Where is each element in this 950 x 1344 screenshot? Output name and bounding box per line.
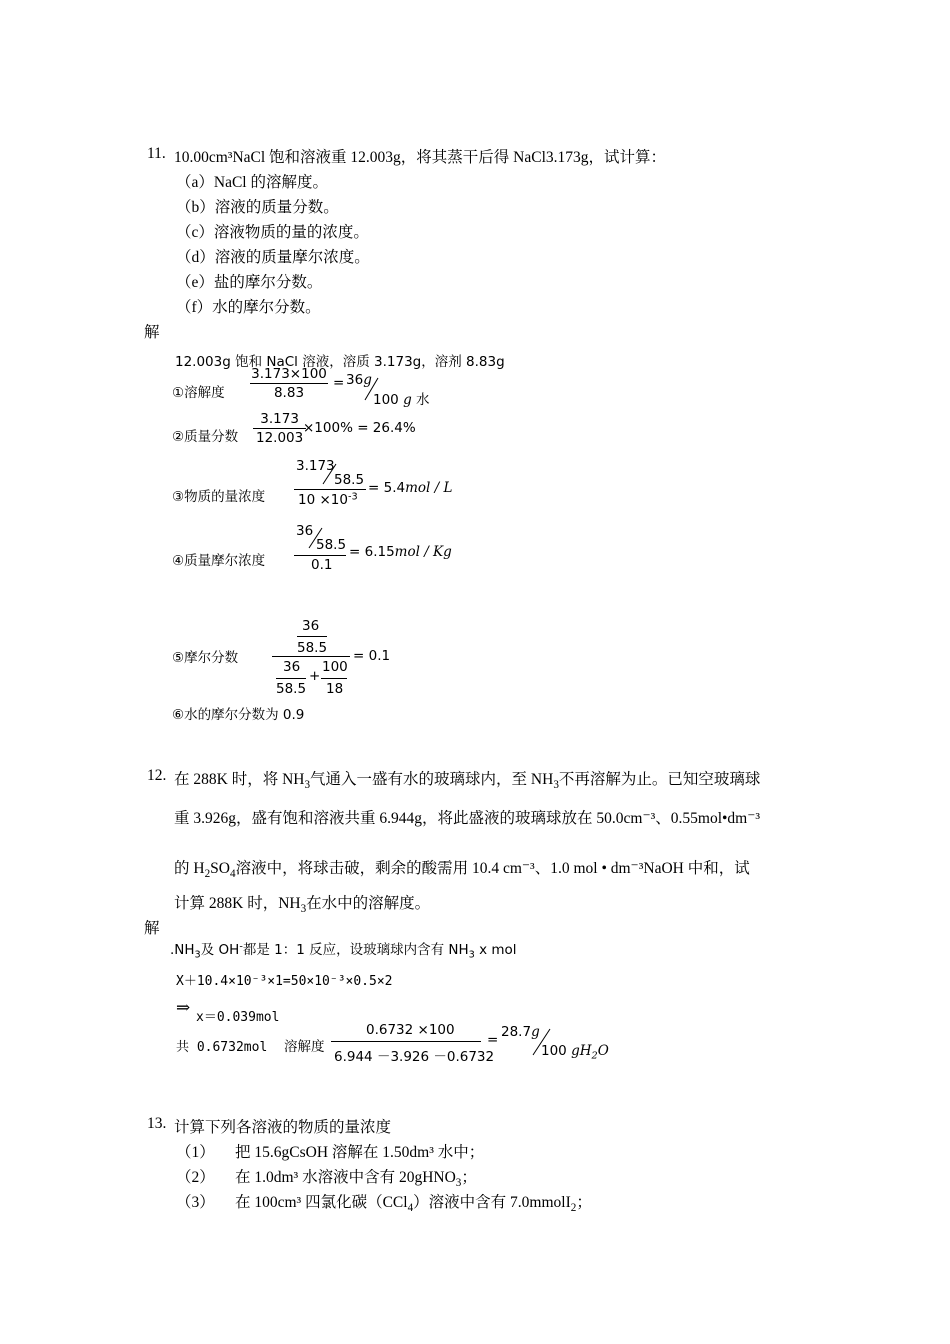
- step-1-label: ①溶解度: [172, 385, 225, 401]
- implies-arrow: ⇒: [176, 998, 191, 1017]
- step-5-label: ⑤摩尔分数: [172, 650, 239, 666]
- fraction-bar: [331, 1041, 481, 1042]
- sub-question: 在 1.0dm³ 水溶液中含有 20gHNO$_3$；: [235, 1169, 477, 1189]
- solubility-result-denominator: 100 $gH_2O$: [541, 1043, 609, 1062]
- sub-question: 把 15.6gCsOH 溶解在 1.50dm³ 水中；: [235, 1144, 485, 1161]
- fraction-bar: [294, 489, 366, 490]
- equation-1: X＋10.4×10⁻³×1=50×10⁻³×0.5×2: [176, 974, 393, 989]
- question-line-1: 在 288K 时，将 $NH_3$气通入一盛有水的玻璃球内，至 $NH_3$不再溶解为止。已知空玻璃球: [174, 771, 761, 791]
- equals-sign: =: [333, 375, 345, 391]
- sub-question: （d）溶液的质量摩尔浓度。: [176, 249, 370, 266]
- question-number: 12.: [147, 767, 167, 784]
- step-1-fraction: $\frac{3.173\times 100}{8.83}$: [251, 366, 327, 401]
- step-4-numerator: 36: [296, 523, 314, 539]
- step-5-result: = 0.1: [353, 648, 391, 664]
- step-5-bottom-numerator: 36: [283, 659, 301, 675]
- solubility-result: 28.7g: [501, 1024, 540, 1040]
- sub-question: （f）水的摩尔分数。: [176, 299, 321, 316]
- fraction-bar-main: [272, 656, 350, 657]
- step-2-result: ×100% = 26.4%: [303, 420, 416, 436]
- step-3-label: ③物质的量浓度: [172, 489, 266, 505]
- step-4-denominator: 0.1: [311, 557, 333, 573]
- question-number: 13.: [147, 1115, 167, 1132]
- step-6: ⑥水的摩尔分数为 0.9: [172, 707, 305, 723]
- question-line-2: 重 3.926g，盛有饱和溶液共重 6.944g，将此盛液的玻璃球放在 50.0cm⁻³、0.55mol•dm⁻³: [174, 810, 761, 827]
- step-5-bottom-denominator-2: 18: [326, 681, 344, 697]
- question-stem: 计算下列各溶液的物质的量浓度: [174, 1119, 392, 1136]
- sub-question: 在 100cm³ 四氯化碳（CCl$_4$）溶液中含有 7.0mmolI$_2$；: [235, 1194, 592, 1214]
- step-1-result: 36g: [346, 372, 372, 388]
- step-2-fraction: $\frac{3.173}{12.003}$: [253, 411, 306, 446]
- step-4-result: = 6.15mol / Kg: [349, 544, 452, 560]
- fraction-bar: [276, 678, 306, 679]
- question-stem: 10.00cm³NaCl 饱和溶液重 12.003g，将其蒸干后得 NaCl3.173g，试计算：: [174, 149, 667, 166]
- question-line-4: 计算 288K 时，$NH_3$在水中的溶解度。: [174, 895, 431, 915]
- step-3-numerator-divisor: 58.5: [334, 472, 365, 488]
- step-3-result: = 5.4mol / L: [368, 480, 453, 496]
- step-1-result-denominator: 100 g 水: [373, 392, 430, 408]
- equation-2: x＝0.039mol: [196, 1010, 280, 1025]
- solubility-denominator: 6.944 －3.926 －0.6732: [334, 1049, 495, 1065]
- step-3-numerator: 3.173: [296, 458, 335, 474]
- fraction-bar: [297, 636, 327, 637]
- sub-question-number: （1）: [176, 1144, 215, 1161]
- question-number: 11.: [147, 145, 166, 162]
- total-moles: 共 0.6732mol: [176, 1040, 268, 1055]
- fraction-bar: [294, 555, 346, 556]
- solution-label: 解: [144, 920, 160, 937]
- plus-sign: +: [309, 668, 321, 684]
- step-5-bottom-denominator: 58.5: [276, 681, 307, 697]
- step-3-denominator: $10 \times 10^{-3}$: [298, 491, 358, 508]
- sub-question: （c）溶液物质的量的浓度。: [176, 224, 369, 241]
- sub-question: （e）盐的摩尔分数。: [176, 274, 323, 291]
- question-line-3: 的 $H_2SO_4$溶液中，将球击破，剩余的酸需用 10.4 cm⁻³、1.0 mol • dm⁻³NaOH 中和，试: [174, 860, 750, 880]
- solubility-numerator: 0.6732 ×100: [366, 1022, 455, 1038]
- step-5-top-denominator: 58.5: [297, 640, 328, 656]
- step-5-bottom-numerator-2: 100: [322, 659, 348, 675]
- solubility-label: 溶解度: [284, 1039, 325, 1055]
- step-2-label: ②质量分数: [172, 429, 239, 445]
- sub-question: （b）溶液的质量分数。: [176, 199, 339, 216]
- fraction-bar: [321, 678, 347, 679]
- solution-intro: 12.003g 饱和 NaCl 溶液，溶质 3.173g，溶剂 8.83g: [175, 354, 505, 370]
- sub-question-number: （2）: [176, 1169, 215, 1186]
- sub-question: （a）NaCl 的溶解度。: [176, 174, 328, 191]
- solution-label: 解: [144, 324, 160, 341]
- equals-sign: =: [487, 1032, 499, 1048]
- step-5-top-numerator: 36: [302, 618, 320, 634]
- solution-intro: $.NH_3$及 OH-都是 1：1 反应，设玻璃球内含有 $NH_3$ x mol: [170, 941, 517, 961]
- step-4-label: ④质量摩尔浓度: [172, 553, 266, 569]
- sub-question-number: （3）: [176, 1194, 215, 1211]
- step-4-numerator-divisor: 58.5: [316, 537, 347, 553]
